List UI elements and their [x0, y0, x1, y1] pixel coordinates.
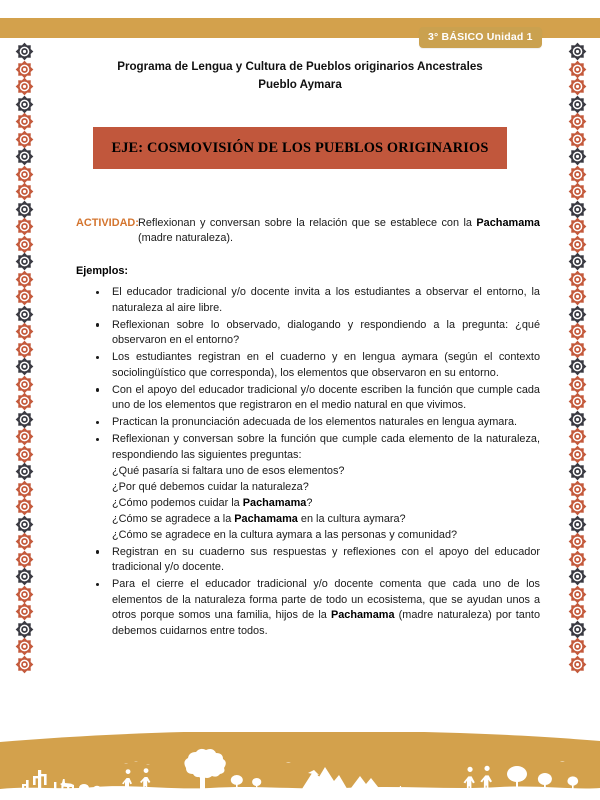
document-body [76, 216, 540, 641]
question-item [112, 480, 540, 496]
closing-text-before: Para el cierre el educador tradicional y/o docente comenta que cada uno de los elementos de la naturaleza forma parte de todo un ecosistema, que se ayudan unos a otros porque somos una familia, hijos de la [112, 578, 540, 622]
question-item [112, 512, 540, 528]
question-item [112, 464, 540, 480]
question-text-before: ¿Qué pasaría si faltara uno de esos elementos? [112, 465, 345, 478]
document-header [70, 58, 530, 94]
list-item-text: Los estudiantes registran en el cuaderno y en lengua aymara (según el contexto sociolingüístico que corresponda), los elementos que observaron en su entorno. [112, 351, 540, 379]
list-item-text: Registran en su cuaderno sus respuestas y reflexiones con el apoyo del educador tradicional y/o docente. [112, 545, 540, 574]
program-title-line1: Programa de Lengua y Cultura de Pueblos originarios Ancestrales [117, 60, 483, 73]
question-bold-term: Pachamama [234, 512, 298, 525]
activity-paragraph [76, 216, 540, 247]
list-item-text: Con el apoyo del educador tradicional y/o docente escriben la función que cumple cada uno de los elementos que registraron en el medio natural en que vivimos. [112, 383, 540, 412]
list-item-text: Reflexionan sobre lo observado, dialogando y respondiendo a la pregunta: ¿qué observaron en el entorno? [112, 318, 540, 347]
list-item [76, 318, 540, 349]
eje-title: EJE: COSMOVISIÓN DE LOS PUEBLOS ORIGINARIOS [111, 139, 489, 156]
question-list [112, 464, 540, 543]
list-item-text: El educador tradicional y/o docente invita a los estudiantes a observar el entorno, la naturaleza al aire libre. [112, 286, 540, 314]
examples-heading: Ejemplos: [76, 264, 129, 277]
list-item [76, 545, 540, 576]
list-item [76, 415, 540, 430]
closing-text-after: (madre naturaleza) por tanto debemos cuidarnos entre todos. [112, 609, 540, 637]
activity-text-after: (madre naturaleza). [138, 232, 234, 245]
question-text-after: en la cultura aymara? [297, 512, 406, 525]
andean-landscape-illustration [0, 732, 600, 800]
question-text-before: ¿Cómo se agradece a la [112, 512, 235, 525]
question-bold-term: Pachamama [242, 496, 307, 509]
list-item [76, 577, 540, 639]
question-text-after: ? [306, 496, 313, 509]
activity-bold-term: Pachamama [476, 217, 540, 229]
list-item [76, 285, 540, 316]
question-text-before: ¿Por qué debemos cuidar la naturaleza? [112, 481, 309, 494]
list-item [76, 432, 540, 543]
list-item-text: Practican la pronunciación adecuada de los elementos naturales en lengua aymara. [112, 416, 518, 429]
eje-title-bar [93, 127, 507, 169]
list-item [76, 350, 540, 381]
closing-bold-term: Pachamama [330, 609, 395, 622]
question-item [112, 496, 540, 512]
question-text-before: ¿Cómo podemos cuidar la [112, 496, 243, 509]
activity-text-before: Reflexionan y conversan sobre la relación que se establece con la [138, 217, 477, 229]
list-item-text: Reflexionan y conversan sobre la función que cumple cada elemento de la naturaleza, respondiendo las siguientes preguntas: [112, 433, 540, 461]
examples-list [76, 285, 540, 639]
program-title-line2: Pueblo Aymara [258, 77, 342, 91]
grade-badge: 3° BÁSICO Unidad 1 [419, 27, 542, 48]
list-item [76, 383, 540, 414]
activity-label: ACTIVIDAD: [76, 217, 139, 229]
question-item [112, 528, 540, 544]
question-text-before: ¿Cómo se agradece en la cultura aymara a las personas y comunidad? [112, 528, 458, 541]
